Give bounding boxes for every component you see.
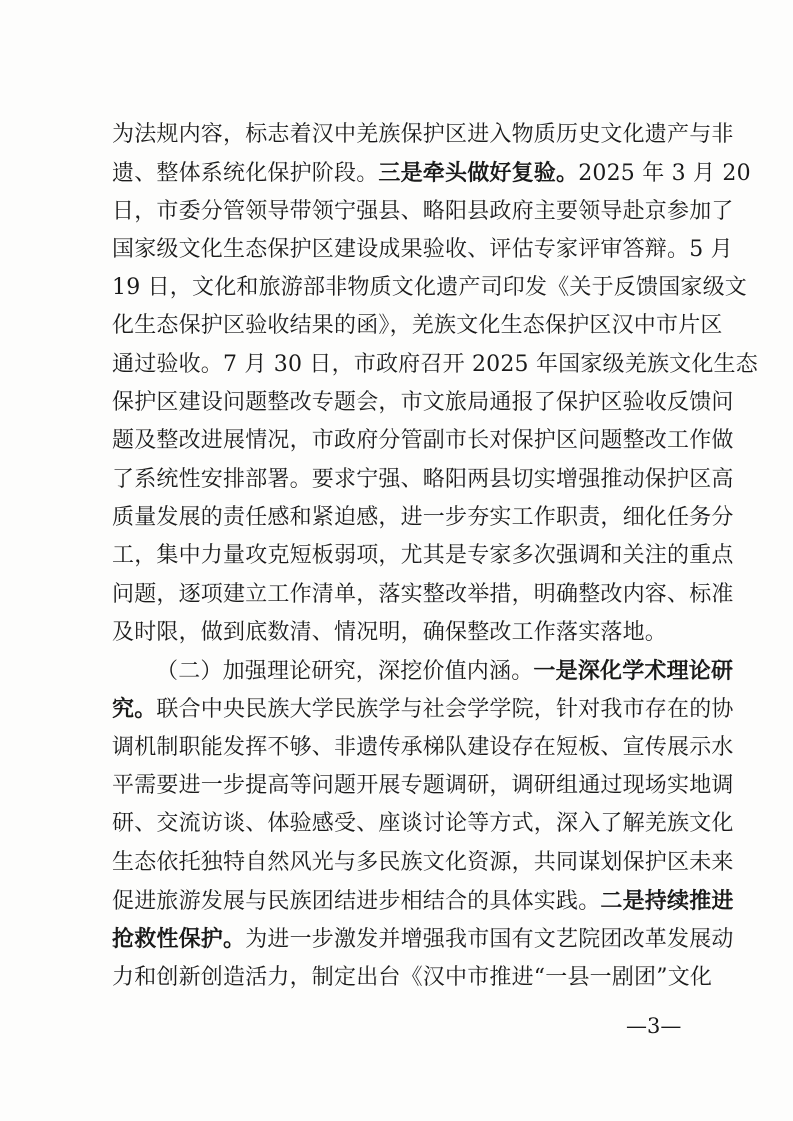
text-line (112, 499, 734, 537)
text-line (112, 307, 723, 345)
text-segment: 了系统性安排部署。要求宁强、略阳两县切实增强推动保护区高 (112, 466, 734, 492)
text-line (112, 882, 734, 920)
text-line (112, 959, 712, 997)
text-segment: 为法规内容，标志着汉中羌族保护区进入物质历史文化遗产与非 (112, 122, 734, 147)
text-segment: 为进一步激发并增强我市国有文艺院团改革发展动 (245, 927, 734, 953)
text-line (112, 652, 734, 690)
bold-text-segment: 抢救性保护。 (112, 926, 246, 953)
text-line (112, 920, 734, 958)
text-segment: 化生态保护区验收结果的函》，羌族文化生态保护区汉中市片区 (112, 313, 723, 339)
text-segment: 力和创新创造活力，制定出台《汉中市推进“一县一剧团”文化 (112, 964, 713, 990)
text-line (112, 346, 758, 384)
text-segment: 通过验收。7 月 30 日，市政府召开 2025 年国家级羌族文化生态 (112, 351, 758, 377)
text-segment: 生态依托独特自然风光与多民族文化资源，共同谋划保护区未来 (112, 849, 734, 875)
text-line (112, 154, 751, 192)
text-segment: 平需要进一步提高等问题开展专题调研，调研组通过现场实地调 (112, 773, 734, 799)
text-line (112, 844, 734, 882)
text-segment: 2025 年 3 月 20 (578, 161, 751, 187)
text-segment: 19 日，文化和旅游部非物质文化遗产司印发《关于反馈国家级文 (112, 275, 747, 301)
text-segment: 调机制职能发挥不够、非遗传承梯队建设存在短板、宣传展示水 (112, 734, 734, 760)
text-segment: 国家级文化生态保护区建设成果验收、评估专家评审答辩。5 月 (112, 236, 733, 262)
text-segment: 质量发展的责任感和紧迫感，进一步夯实工作职责，细化任务分 (112, 504, 734, 530)
bold-text-segment: 一是深化学术理论研 (533, 658, 734, 685)
bold-text-segment: 究。 (112, 696, 157, 723)
text-segment: 研、交流访谈、体验感受、座谈讨论等方式，深入了解羌族文化 (112, 811, 734, 837)
text-line (112, 767, 734, 805)
text-segment: 题及整改进展情况，市政府分管副市长对保护区问题整改工作做 (112, 428, 734, 454)
text-segment: 联合中央民族大学民族学与社会学学院，针对我市存在的协 (156, 697, 734, 723)
text-segment: 遗、整体系统化保护阶段。 (112, 161, 379, 187)
text-segment: 促进旅游发展与民族团结进步相结合的具体实践。 (112, 888, 601, 914)
text-segment: 及时限，做到底数清、情况明，确保整改工作落实落地。 (112, 619, 668, 645)
text-line (112, 729, 734, 767)
text-segment: 日，市委分管领导带领宁强县、略阳县政府主要领导赴京参加了 (112, 198, 734, 224)
text-line (112, 614, 712, 652)
text-segment: 保护区建设问题整改专题会，市文旅局通报了保护区验收反馈问 (112, 390, 734, 416)
text-line (112, 116, 734, 154)
text-line (112, 269, 747, 307)
text-segment: 工，集中力量攻克短板弱项，尤其是专家多次强调和关注的重点 (112, 543, 734, 569)
text-segment: （二）加强理论研究，深挖价值内涵。 (156, 659, 534, 685)
body-text (112, 116, 758, 997)
text-line (112, 690, 734, 728)
text-line (112, 384, 734, 422)
text-line (112, 461, 734, 499)
text-line (112, 422, 734, 460)
text-line (112, 193, 734, 231)
text-line (112, 805, 734, 843)
bold-text-segment: 二是持续推进 (600, 887, 734, 914)
bold-text-segment: 三是牵头做好复验。 (378, 160, 579, 187)
text-line (112, 576, 734, 614)
page-number: —3— (626, 1014, 682, 1038)
text-line (112, 231, 733, 269)
text-line (112, 537, 734, 575)
text-segment: 问题，逐项建立工作清单，落实整改举措，明确整改内容、标准 (112, 581, 734, 607)
